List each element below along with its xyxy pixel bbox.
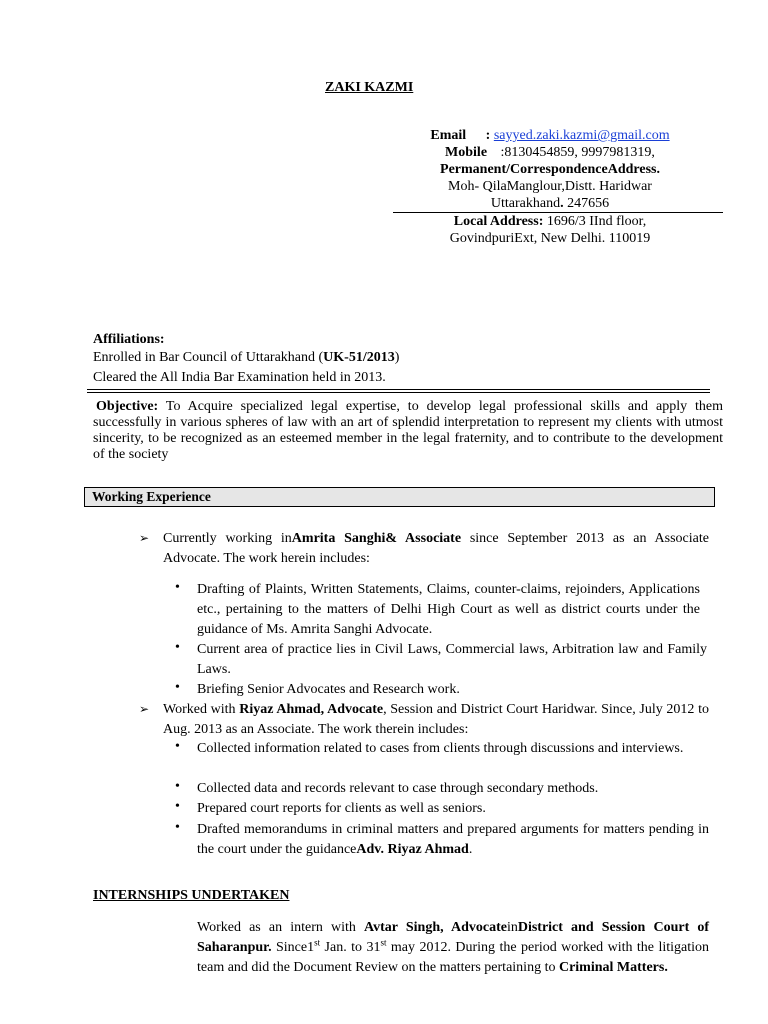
duty-item: Collected information related to cases from clients through discussions and interviews.: [197, 741, 684, 756]
job-riyaz-ahmad: Worked with Riyaz Ahmad, Advocate, Session and District Court Haridwar. Since, July 2012 to Aug. 2013 as an Associate. The work therein includes:: [163, 702, 709, 737]
email-sep: :: [485, 128, 491, 143]
email-link[interactable]: sayyed.zaki.kazmi@gmail.com: [493, 128, 670, 143]
permanent-address-line2: Uttarakhand. 247656: [490, 196, 610, 211]
email-label: Email: [430, 128, 467, 143]
objective-label: Objective:: [96, 399, 159, 414]
job-amrita-sanghi: Currently working inAmrita Sanghi& Associate since September 2013 as an Associate Advocate. The work herein includes:: [163, 531, 709, 566]
bullet-dot-icon: •: [175, 799, 180, 814]
bullet-dot-icon: •: [175, 779, 180, 794]
duty-item: Collected data and records relevant to case through secondary methods.: [197, 781, 599, 796]
page-title: ZAKI KAZMI: [325, 80, 414, 95]
bullet-dot-icon: •: [175, 580, 180, 595]
local-address-line2: GovindpuriExt, New Delhi. 110019: [449, 231, 651, 246]
bullet-dot-icon: •: [175, 680, 180, 695]
duty-item: Drafting of Plaints, Written Statements, Claims, counter-claims, rejoinders, Applications etc., pertaining to the matters of Delhi High Court as well as district courts under the guidance of Ms. Amrita Sanghi Advocate.: [197, 582, 700, 637]
email-line: [390, 127, 710, 144]
duty-item: Current area of practice lies in Civil Laws, Commercial laws, Arbitration law and Family Laws.: [197, 642, 707, 677]
permanent-address-label: Permanent/CorrespondenceAddress.: [440, 162, 660, 177]
internships-heading: INTERNSHIPS UNDERTAKEN: [93, 888, 290, 903]
affiliation-bar-council: Enrolled in Bar Council of Uttarakhand (UK-51/2013): [93, 350, 400, 365]
permanent-address-line1: Moh- QilaManglour,Distt. Haridwar: [448, 179, 652, 194]
working-experience-heading: Working Experience: [84, 487, 715, 507]
objective-paragraph: Objective: To Acquire specialized legal expertise, to develop legal professional skills and apply them successfully in various spheres of law with an art of splendid interpretation to represent my clients with utmost sincerity, to be recognized as an esteemed member in the legal fraternity, and to contribute to the development of the society: [93, 399, 723, 462]
mobile-label: Mobile: [445, 145, 488, 160]
affiliations-heading: Affiliations:: [93, 332, 165, 347]
mobile-value: :8130454859, 9997981319,: [500, 145, 655, 160]
section-divider-bottom: [87, 392, 710, 393]
duty-item: Drafted memorandums in criminal matters and prepared arguments for matters pending in the court under the guidanceAdv. Riyaz Ahmad.: [197, 822, 709, 857]
arrow-bullet-icon: ➢: [139, 702, 150, 716]
duty-item: Prepared court reports for clients as well as seniors.: [197, 801, 486, 816]
local-address-line1: Local Address: 1696/3 IInd floor,: [453, 214, 647, 229]
duty-item: Briefing Senior Advocates and Research work.: [197, 682, 460, 697]
arrow-bullet-icon: ➢: [139, 531, 150, 545]
bullet-dot-icon: •: [175, 820, 180, 835]
section-divider-top: [87, 389, 710, 390]
mobile-line: [390, 144, 710, 161]
local-address-label: Local Address:: [453, 214, 544, 229]
internship-paragraph: Worked as an intern with Avtar Singh, AdvocateinDistrict and Session Court of Saharanpur. Since1st Jan. to 31st may 2012. During the period worked with the litigation team and did the Document Review on the matters pertaining to Criminal Matters.: [197, 920, 710, 975]
bullet-dot-icon: •: [175, 739, 180, 754]
bullet-dot-icon: •: [175, 640, 180, 655]
affiliation-aibe: Cleared the All India Bar Examination held in 2013.: [93, 370, 386, 385]
